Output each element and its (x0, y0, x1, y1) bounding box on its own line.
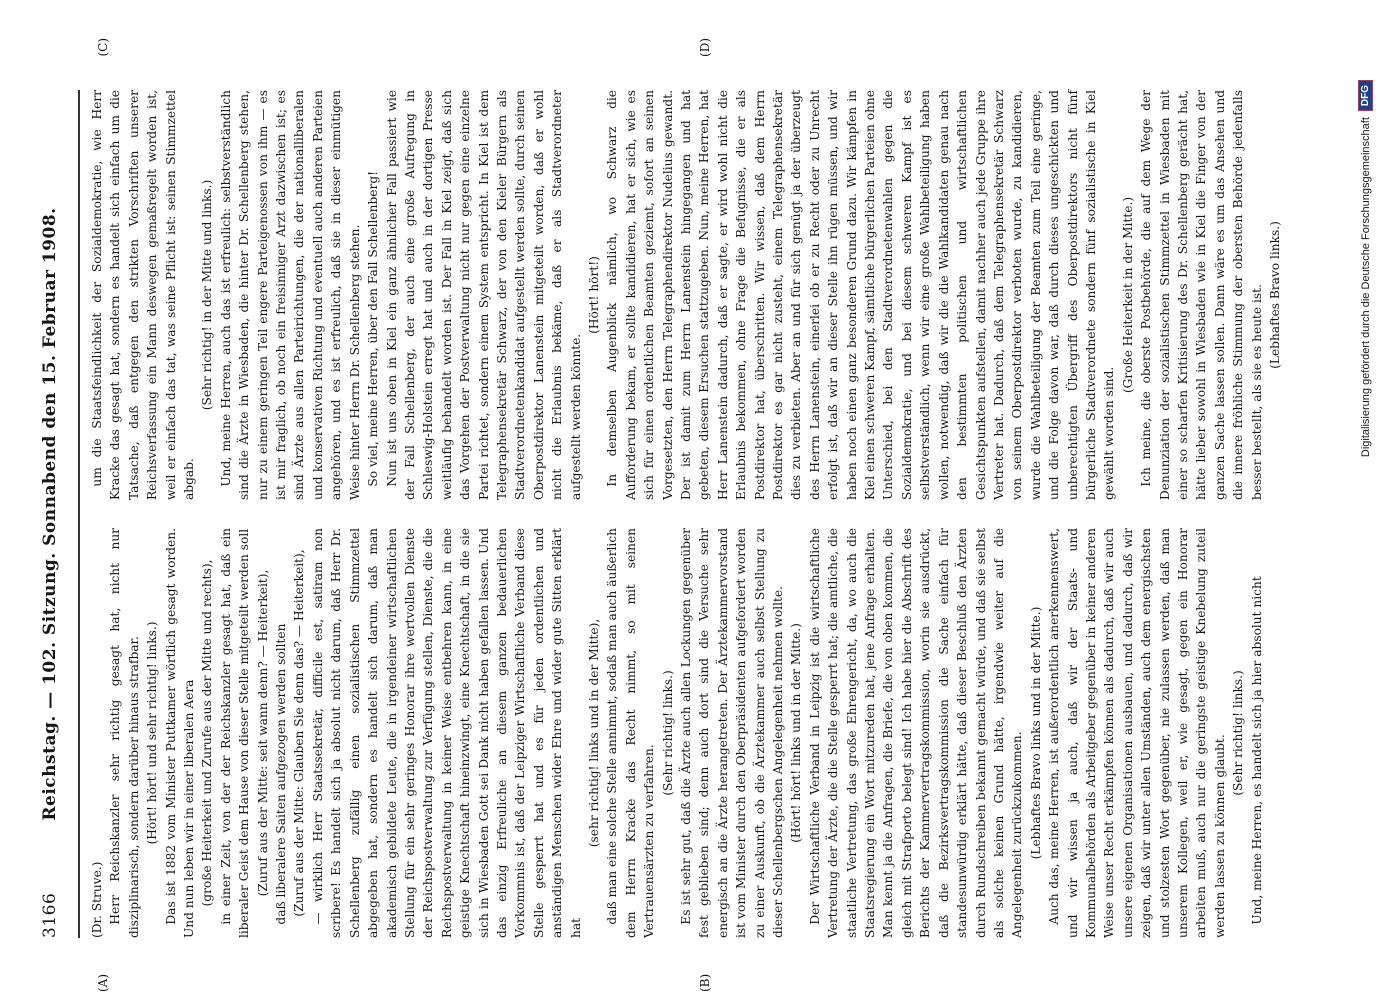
paragraph: (Sehr richtig! links.) (660, 670, 675, 796)
paragraph: Es ist sehr gut, daß die Ärzte auch allen Lockungen gegenüber fest geblieben sind; denn auch dort sind die Versuche sehr energisch an die Ärzte herangetreten. Der Ärztekammervorstand ist vom Minister durch den Oberpräsidenten aufgefordert worden zu einer Auskunft, ob die Ärztekammer auch selbst Stellung zu dieser Schellenbergschen Angelegenheit nehmen wollte. (679, 528, 786, 938)
paragraph: daß man eine solche Stelle annimmt, sodaß man auch äußerlich dem Herrn Kracke das Recht nimmt, so mit seinen Vertrauensärzten zu verfahren. (605, 528, 657, 938)
paragraph: Und, meine Herren, auch das ist erfreulich: selbstverständlich sind die Ärzte in Wiesbaden, die hinter Dr. Schellenberg stehen, nur zu einem geringen Teil engere Parteigenossen von ihm — es ist mir fraglich, ob noch ein freisinniger Arzt dazwischen ist; es sind Ärzte aus allen Parteirichtungen, die der nationalliberalen und konservativen Richtung und eventuell auch anderen Parteien angehören, und es ist erfreulich, daß sie in dieser einmütigen Weise hinter Herrn Dr. Schellenberg stehen. (218, 90, 362, 500)
paragraph: Herr Reichskanzler sehr richtig gesagt hat, nicht nur disziplinarisch, sondern darüber hinaus strafbar. (108, 528, 141, 938)
paragraph: (Zuruf aus der Mitte: seit wann denn? — Heiterkeit), (255, 569, 270, 897)
paragraph: Nun ist uns oben in Kiel ein ganz ähnlicher Fall passiert wie der Fall Schellenberg, der auch eine große Aufregung in Schleswig-Holstein erregt hat und auch in der dortigen Presse weitläufig behandelt worden ist. Der Fall in Kiel zeigt, daß sich das Vorgehen der Postverwaltung nicht nur gegen eine einzelne Partei richtet, sondern einem System entspricht. In Kiel ist dem Telegraphensekretär Schwarz, der von den Kieler Bürgern als Stadtverordnetenkandidat aufgestellt werden sollte, durch seinen Oberpostdirektor Lanenstein mitgeteilt worden, daß er wohl nicht die Erlaubnis bekäme, daß er als Stadtverordneter aufgestellt werden könnte. (384, 90, 583, 500)
credit-text: Digitalisierung gefördert durch die Deutsche Forschungsgemeinschaft (1359, 117, 1372, 458)
margin-marker-d: (D) (698, 38, 712, 57)
paragraph: Auch das, meine Herren, ist außerordentlich anerkennenswert, und wir wissen ja auch, daß wir der Staats- und Kommunalbehörden als Arbeitgeber gegenüber in keiner anderen Weise unser Recht erkämpfen können als dadurch, daß wir auch unsere eigenen Organisationen ausbauen, und dadurch, daß wir zeigen, daß wir unter allen Umständen, auch dem energischsten und stolzesten Wort gegenüber, nie zulassen werden, daß man unserem Kollegen, weil er, wie gesagt, gegen ein Honorar arbeiten muß, auch nur die geringste geistige Knebelung zuteil werden lassen zu können glaubt. (1047, 528, 1227, 938)
paragraph: So viel, meine Herren, über den Fall Schellenberg! (366, 170, 381, 487)
paragraph: (Lebhaftes Bravo links.) (1268, 221, 1282, 369)
paragraph: (Hört! hört! links und in der Mitte.) (789, 623, 804, 843)
right-column (88, 90, 1284, 500)
paragraph: (Sehr richtig! in der Mitte und links.) (200, 179, 215, 411)
paragraph: (Hört! hört!) (586, 256, 601, 334)
paragraph: (Lebhaftes Bravo links und in der Mitte.) (1028, 606, 1043, 860)
paragraph: (Zuruf aus der Mitte: Glauben Sie denn das? — Heiterkeit), (292, 549, 307, 917)
paragraph: (Sehr richtig! links.) (1231, 670, 1246, 796)
page-title: Reichstag. — 102. Sitzung. Sonnabend den 15. Februar 1908. (40, 207, 60, 821)
speaker-label: (Dr. Struve.) (90, 861, 104, 938)
paragraph: Der Wirtschaftliche Verband in Leipzig ist die wirtschaftliche Vertretung der Ärzte, die die Stelle gesperrt hat; die amtliche, die staatliche Vertretung, das große Ehrengericht, da, wo auch die Staatsregierung ein Wort mitzureden hat, jene Anfrage erhalten. Man kennt ja die Anfragen, die Briefe, die von oben kommen, die gleich mit Strafporto belegt sind! Ich habe hier die Abschrift des Berichts der Kammervertragskommission, worin sie ausdrückt, daß die Bezirksvertragskommission die Sache einfach für standesunwürdig erklärt hätte, daß dieser Beschluß den Ärzten durch Rundschreiben bekannt gemacht würde, und daß sie selbst als solche keinen Grund hätte, irgendwie weiter auf die Angelegenheit zurückzukommen. (807, 528, 1025, 938)
paragraph: Das ist 1882 vom Minister Puttkamer wörtlich gesagt worden. Und nun leben wir in einer liberalen Aera (163, 528, 197, 938)
paragraph: In demselben Augenblick nämlich, wo Schwarz die Aufforderung bekam, er sollte kandidieren, hat er sich, wie es sich für einen ordentlichen Beamten geziemt, sofort an seinen Vorgesetzten, den Herrn Telegraphendirektor Nudelius gewandt. Der ist damit zum Herrn Lanenstein hingegangen und hat gebeten, diesem Ersuchen stattzugeben. Nun, meine Herren, hat Herr Lanenstein dadurch, daß er sagte, er wird wohl nicht die Erlaubnis bekommen, ohne Frage die Befugnisse, die er als Postdirektor hat, überschritten. Wir wissen, daß dem Herrn Postdirektor es gar nicht zusteht, einem Telegraphensekretär dies zu verbieten. Aber an und für sich genügt ja der überzeugt des Herrn Lanenstein, einerlei ob er zu Recht oder zu Unrecht erfolgt ist, daß wir an dieser Stelle ihn rügen müssen, und wir haben noch einen ganz besonderen Grund dazu. Wir kämpfen in Kiel einen schweren Kampf, sämtliche bürgerlichen Parteien ohne Unterschied, bei den Stadtverordnetenwahlen gegen die Sozialdemokratie, und bei diesem schweren Kampf ist es selbstverständlich, wenn wir eine große Wahlbeteiligung haben wollen, notwendig, daß wir die die Wahlkandidaten genau nach den bestimmten politischen und wirtschaftlichen Gesichtspunkten aufstellen, damit nachher auch jede Gruppe ihre Vertreter hat. Dadurch, daß dem Telegraphensekretär Schwarz von seinem Oberpostdirektor verboten wurde, zu kandidieren, wurde die Wahlbeteiligung der Beamten zum Teil eine geringe, und die Folge davon war, daß durch dieses ungeschickten und unberechtigten Übergriff des Oberpostdirektors nicht fünf bürgerliche Stadtverordnete sondern fünf sozialistische in Kiel gewählt worden sind. (605, 90, 1117, 500)
paragraph: (sehr richtig! links und in der Mitte), (586, 618, 601, 848)
left-column (88, 528, 1284, 938)
paragraph: daß liberalere Saiten aufgezogen werden sollten (274, 623, 289, 925)
page-header (40, 90, 72, 938)
paragraph: (Hört! hört! und sehr richtig! links.) (145, 621, 160, 845)
paragraph: Und, meine Herren, es handelt sich ja hier absolut nicht (1249, 576, 1264, 925)
paragraph: um die Staatsfeindlichkeit der Sozialdemokratie, wie Herr Kracke das gesagt hat, sondern es handelt sich einfach um die Tatsache, daß entgegen den strikten Vorschriften unserer Reichsverfassung ein Mann deswegen gemaßregelt worden ist, weil er einfach das tat, was seine Pflicht ist: seinen Stimmzettel abgab. (90, 90, 197, 500)
dfg-logo: DFG (1358, 80, 1373, 111)
paragraph: Ich meine, die oberste Postbehörde, die auf dem Wege der Denunziation der sozialistischen Stimmzettel in Wiesbaden mit einer so scharfen Kritisierung des Dr. Schellenberg gerächt hat, hätte lieber sowohl in Wiesbaden wie in Kiel die Finger von der ganzen Sache lassen sollen. Dann wäre es um das Ansehen und die innere fröhliche Stimmung der obersten Behörde jedenfalls besser bestellt, als sie es heute ist. (1139, 90, 1264, 500)
header-rule (78, 90, 80, 938)
digitization-credit (1358, 80, 1373, 942)
text-columns (88, 38, 1284, 992)
margin-marker-c: (C) (96, 38, 110, 57)
page-number: 3166 (40, 892, 60, 938)
margin-marker-a: (A) (96, 973, 110, 992)
paragraph: (Große Heiterkeit in der Mitte.) (1120, 196, 1135, 394)
paragraph: in einer Zeit, von der der Reichskanzler gesagt hat, daß ein liberaler Geist dem Hause von dieser Stelle mitgeteilt werden soll (218, 528, 252, 938)
paragraph: (große Heiterkeit und Zurufe aus der Mitte und rechts), (200, 559, 215, 907)
margin-marker-b: (B) (698, 973, 712, 992)
paragraph: — wirklich Herr Staatssekretär, difficile est, satiram non scribere! Es handelt sich ja absolut nicht darum, daß Herr Dr. Schellenberg zufällig einen sozialistischen Stimmzettel abgegeben hat, sondern es handelt sich darum, daß man akademisch gebildete Leute, die in irgendeiner wirtschaftlichen Stellung für ein sehr geringes Honorar ihre wertvollen Dienste der Reichspostverwaltung zur Verfügung stellen, Dienste, die die Reichspostverwaltung in keiner Weise entbehren kann, in eine geistige Knechtschaft hineinzwingt, eine Knechtschaft, in die sie sich in Wiesbaden Gott sei Dank nicht haben gefallen lassen. Und das einzig Erfreuliche an diesem ganzen bedauerlichen Vorkommnis ist, daß der Leipziger Wirtschaftliche Verband diese Stelle gesperrt hat und es für jeden ordentlichen und anständigen Menschen wider Ehre und wider gute Sitten erklärt hat (310, 528, 583, 938)
